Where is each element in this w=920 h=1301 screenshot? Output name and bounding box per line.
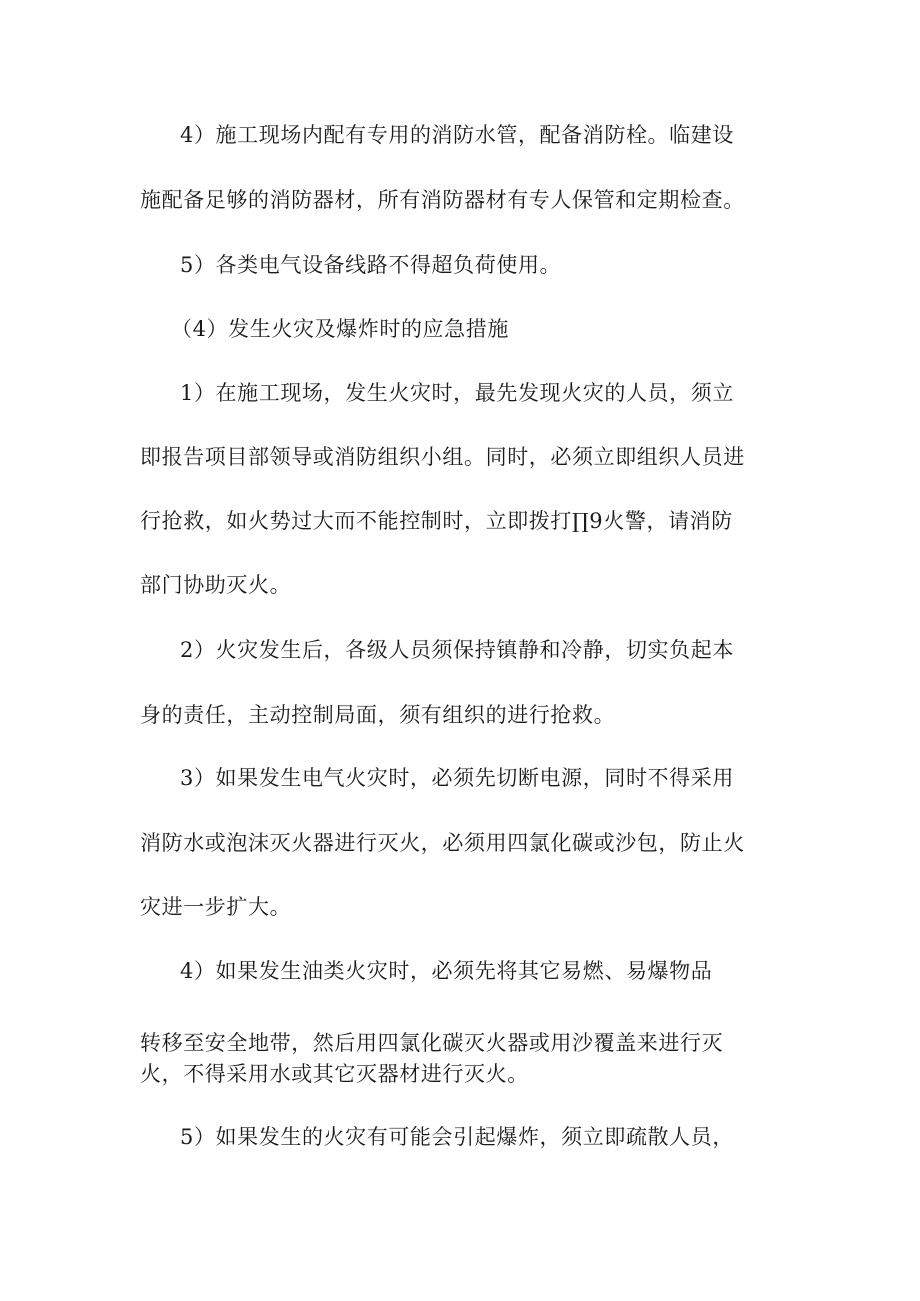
paragraph-line: 4）如果发生油类火灾时，必须先将其它易燃、易爆物品	[180, 959, 713, 983]
paragraph-line: 即报告项目部领导或消防组织小组。同时，必须立即组织人员进	[140, 445, 745, 469]
paragraph-line: 行抢救，如火势过大而不能控制时，立即拨打∏9火警，请消防	[140, 509, 733, 533]
paragraph-line: 施配备足够的消防器材，所有消防器材有专人保管和定期检查。	[140, 188, 745, 212]
paragraph-line: 2）火灾发生后，各级人员须保持镇静和冷静，切实负起本	[180, 638, 734, 662]
paragraph-line: 身的责任，主动控制局面，须有组织的进行抢救。	[140, 703, 616, 727]
paragraph-line: 1）在施工现场，发生火灾时，最先发现火灾的人员，须立	[180, 381, 734, 405]
paragraph-line: 4）施工现场内配有专用的消防水管，配备消防栓。临建设	[180, 123, 734, 147]
paragraph-line: 转移至安全地带，然后用四氯化碳灭火器或用沙覆盖来进行灭	[140, 1031, 724, 1055]
paragraph-line: 灾进一步扩大。	[140, 895, 292, 919]
paragraph-line: 火，不得采用水或其它灭器材进行灭火。	[140, 1062, 529, 1086]
paragraph-line: 消防水或泡沫灭火器进行灭火，必须用四氯化碳或沙包，防止火	[140, 831, 745, 855]
paragraph-line: 3）如果发生电气火灾时，必须先切断电源，同时不得采用	[180, 766, 734, 790]
paragraph-line: 5）各类电气设备线路不得超负荷使用。	[180, 253, 562, 277]
paragraph-line: 5）如果发生的火灾有可能会引起爆炸，须立即疏散人员，	[180, 1125, 734, 1149]
section-heading: （4）发生火灾及爆炸时的应急措施	[171, 317, 509, 341]
paragraph-line: 部门协助灭火。	[140, 573, 292, 597]
